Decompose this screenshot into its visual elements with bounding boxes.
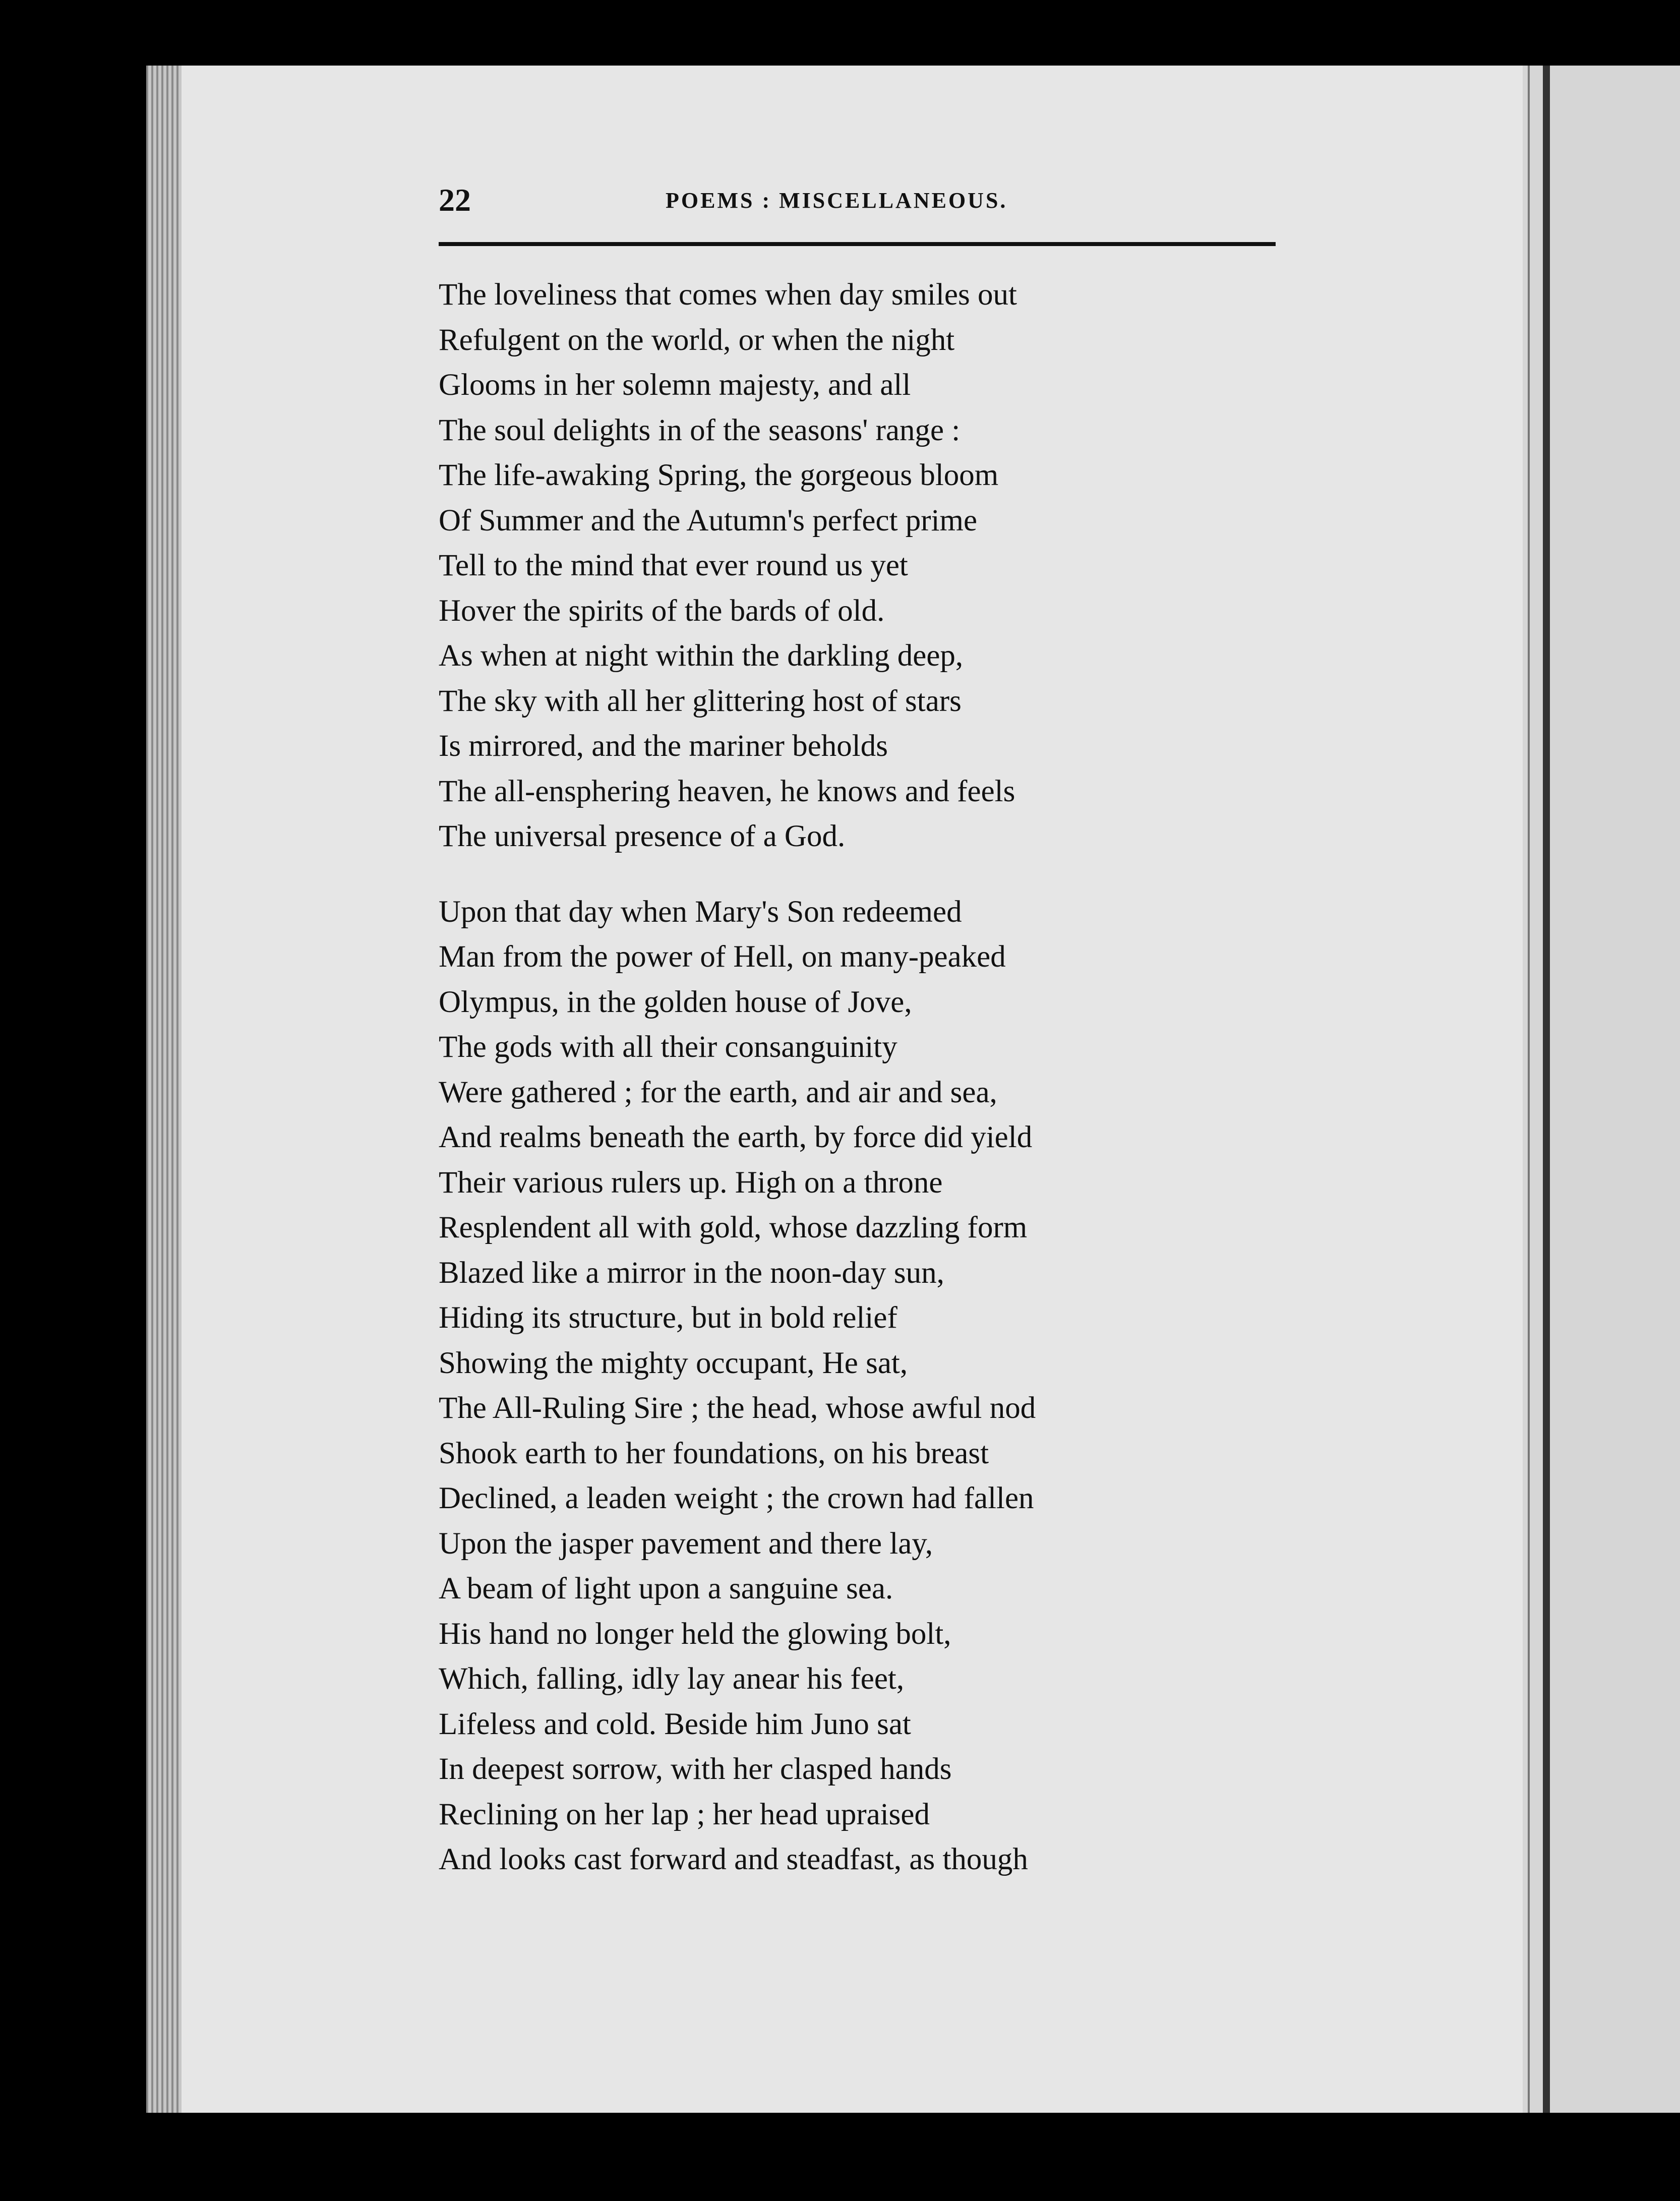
poem-line: Glooms in her solemn majesty, and all	[439, 368, 911, 402]
poem-line: The loveliness that comes when day smiles out	[439, 278, 1017, 312]
stanza-2	[439, 889, 1276, 1882]
poem-line: The All-Ruling Sire ; the head, whose awful nod	[439, 1391, 1036, 1425]
poem-line: His hand no longer held the glowing bolt,	[439, 1617, 951, 1651]
poem-line: The soul delights in of the seasons' range :	[439, 413, 961, 447]
poem-line: The gods with all their consanguinity	[439, 1030, 897, 1064]
poem-line: Their various rulers up. High on a throne	[439, 1165, 943, 1200]
header-rule	[439, 242, 1276, 246]
poem-line: A beam of light upon a sanguine sea.	[439, 1572, 893, 1605]
poem-line: Upon the jasper pavement and there lay,	[439, 1526, 933, 1561]
poem-line: Is mirrored, and the mariner beholds	[439, 729, 888, 763]
poem-line: Of Summer and the Autumn's perfect prime	[439, 503, 978, 538]
poem-line: Lifeless and cold. Beside him Juno sat	[439, 1707, 911, 1741]
poem-line: And looks cast forward and steadfast, as though	[439, 1842, 1028, 1876]
poem-line: Resplendent all with gold, whose dazzling form	[439, 1211, 1028, 1244]
poem-line: The life-awaking Spring, the gorgeous bloom	[439, 458, 999, 492]
poem-line: The all-ensphering heaven, he knows and feels	[439, 774, 1015, 808]
page-edge-line	[1528, 66, 1530, 2113]
page-header	[439, 182, 1276, 222]
page-number: 22	[439, 182, 471, 218]
poem-line: And realms beneath the earth, by force did yield	[439, 1120, 1033, 1154]
poem-line: Hiding its structure, but in bold relief	[439, 1301, 897, 1335]
page-edge-rule	[1543, 66, 1550, 2113]
poem-line: The sky with all her glittering host of stars	[439, 684, 962, 718]
poem-line: The universal presence of a God.	[439, 819, 846, 853]
page-gutter	[146, 66, 182, 2113]
scan-border-top	[0, 0, 1680, 66]
running-head: POEMS : MISCELLANEOUS.	[666, 188, 1008, 213]
poem-line: Tell to the mind that ever round us yet	[439, 549, 908, 582]
poem-line: Man from the power of Hell, on many-peaked	[439, 940, 1006, 974]
poem-line: Declined, a leaden weight ; the crown had fallen	[439, 1481, 1034, 1515]
stanza-1	[439, 272, 1276, 859]
stanza-break	[439, 859, 1276, 889]
poem-line: Shook earth to her foundations, on his breast	[439, 1436, 989, 1470]
poem-line: Blazed like a mirror in the noon-day sun,	[439, 1256, 944, 1290]
poem-line: Refulgent on the world, or when the night	[439, 323, 955, 357]
poem-line: Olympus, in the golden house of Jove,	[439, 985, 912, 1019]
poem-line: As when at night within the darkling deep,	[439, 639, 964, 673]
poem-line: In deepest sorrow, with her clasped hands	[439, 1752, 952, 1786]
poem-text	[439, 272, 1276, 1882]
poem-line: Reclining on her lap ; her head upraised	[439, 1797, 930, 1831]
poem-line: Were gathered ; for the earth, and air and sea,	[439, 1075, 997, 1109]
poem-line: Showing the mighty occupant, He sat,	[439, 1346, 908, 1380]
poem-line: Hover the spirits of the bards of old.	[439, 593, 885, 628]
poem-line: Which, falling, idly lay anear his feet,	[439, 1662, 905, 1696]
poem-line: Upon that day when Mary's Son redeemed	[439, 895, 962, 929]
